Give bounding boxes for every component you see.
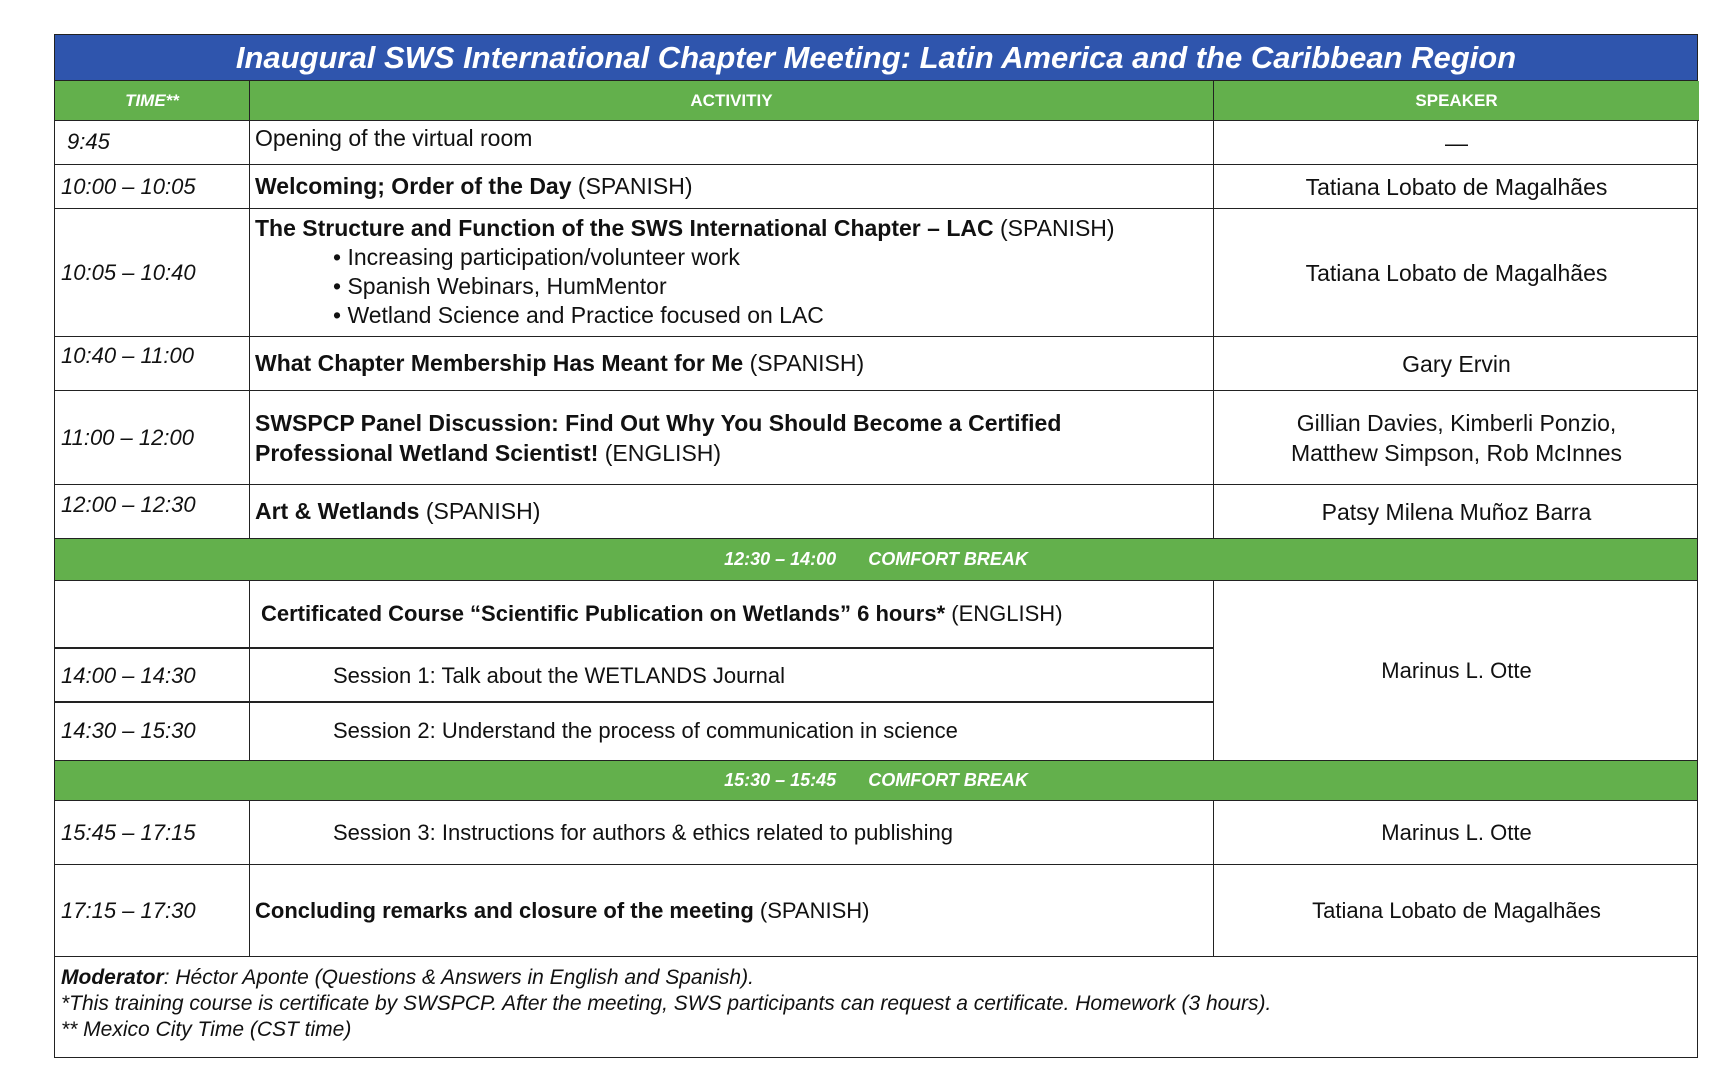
bullet-item: • Wetland Science and Practice focused on LAC	[333, 301, 1213, 330]
speaker-line2: Matthew Simpson, Rob McInnes	[1290, 439, 1623, 466]
session-label: Session 2: Understand the process of communication in science	[333, 718, 958, 743]
header-speaker: SPEAKER	[1214, 81, 1699, 121]
time-cell: 12:00 – 12:30	[55, 485, 250, 538]
bullet-item: • Spanish Webinars, HumMentor	[333, 272, 1213, 301]
time-cell: 17:15 – 17:30	[55, 865, 250, 956]
session-time: 14:00 – 14:30	[61, 663, 196, 688]
footnote-certificate: *This training course is certificate by SWSPCP. After the meeting, SWS participants can request a certificate. Homework (3 hours).	[61, 992, 1272, 1015]
course-activity-column	[250, 581, 1214, 760]
time-cell: 11:00 – 12:00	[55, 391, 250, 484]
activity-cell	[250, 337, 1214, 390]
time-cell: 10:05 – 10:40	[55, 209, 250, 336]
header-activity: ACTIVITIY	[250, 81, 1214, 121]
activity-cell	[250, 865, 1214, 956]
speaker-cell: Marinus L. Otte	[1381, 819, 1532, 845]
activity-cell	[250, 165, 1214, 208]
time-cell: 10:00 – 10:05	[55, 165, 250, 208]
footer-notes	[55, 957, 1697, 1059]
speaker-cell: Tatiana Lobato de Magalhães	[1312, 897, 1601, 923]
table-row	[55, 391, 1697, 485]
speaker-cell: Tatiana Lobato de Magalhães	[1305, 173, 1608, 200]
activity-title: Art & Wetlands	[255, 498, 420, 524]
activity-title: Concluding remarks and closure of the meeting	[255, 897, 754, 923]
header-time: TIME**	[55, 81, 250, 121]
speaker-cell: —	[1445, 129, 1468, 156]
course-language: (ENGLISH)	[945, 601, 1063, 626]
activity-cell	[250, 391, 1214, 484]
course-title: Certificated Course “Scientific Publication on Wetlands” 6 hours*	[261, 601, 946, 626]
activity-language: (SPANISH)	[993, 215, 1115, 241]
session-time: 14:30 – 15:30	[61, 718, 196, 743]
speaker-cell	[1214, 391, 1699, 484]
speaker-cell: Tatiana Lobato de Magalhães	[1305, 259, 1608, 286]
course-time-column	[55, 581, 250, 760]
speaker-cell: Gary Ervin	[1402, 350, 1511, 377]
course-block	[55, 581, 1697, 761]
activity-language: (SPANISH)	[743, 350, 865, 376]
footnote-timezone: ** Mexico City Time (CST time)	[61, 1018, 352, 1041]
moderator-label: Moderator	[61, 966, 164, 989]
comfort-break-row	[55, 761, 1697, 801]
activity-cell: Opening of the virtual room	[250, 121, 1214, 164]
break-time: 15:30 – 15:45	[724, 770, 837, 790]
moderator-line	[61, 965, 1691, 991]
activity-title: The Structure and Function of the SWS International Chapter – LAC	[255, 215, 994, 241]
activity-bullets	[333, 243, 1213, 330]
activity-title: What Chapter Membership Has Meant for Me	[255, 350, 744, 376]
time-cell: 15:45 – 17:15	[55, 801, 250, 864]
break-label: COMFORT BREAK	[868, 770, 1028, 790]
table-row	[55, 209, 1697, 337]
activity-cell	[250, 485, 1214, 538]
table-row	[55, 801, 1697, 865]
schedule-table	[54, 34, 1698, 1058]
time-cell: 9:45	[55, 121, 250, 164]
table-row	[55, 865, 1697, 957]
break-label: COMFORT BREAK	[868, 549, 1028, 569]
moderator-text: : Héctor Aponte (Questions & Answers in English and Spanish).	[163, 966, 754, 989]
break-time: 12:30 – 14:00	[724, 549, 837, 569]
table-row	[55, 121, 1697, 165]
activity-cell: Session 3: Instructions for authors & ethics related to publishing	[250, 801, 1214, 864]
speaker-cell: Marinus L. Otte	[1381, 657, 1532, 683]
activity-cell	[250, 209, 1214, 336]
activity-title-line2: Professional Wetland Scientist!	[255, 439, 599, 466]
time-cell: 10:40 – 11:00	[55, 337, 250, 390]
activity-title-line1: SWSPCP Panel Discussion: Find Out Why You Should Become a Certified	[255, 409, 1062, 436]
speaker-cell: Patsy Milena Muñoz Barra	[1321, 498, 1592, 525]
table-row	[55, 165, 1697, 209]
page-title: Inaugural SWS International Chapter Meeting: Latin America and the Caribbean Region	[55, 35, 1697, 81]
activity-language: (SPANISH)	[571, 173, 693, 199]
activity-title: Welcoming; Order of the Day	[255, 173, 572, 199]
session-label: Session 1: Talk about the WETLANDS Journal	[333, 663, 786, 688]
course-title-line	[256, 601, 1063, 627]
activity-language: (SPANISH)	[753, 897, 870, 923]
table-row	[55, 485, 1697, 539]
activity-language: (SPANISH)	[419, 498, 541, 524]
activity-language: (ENGLISH)	[598, 439, 722, 466]
bullet-item: • Increasing participation/volunteer work	[333, 243, 1213, 272]
table-row	[55, 337, 1697, 391]
speaker-line1: Gillian Davies, Kimberli Ponzio,	[1296, 409, 1617, 436]
comfort-break-row	[55, 539, 1697, 581]
